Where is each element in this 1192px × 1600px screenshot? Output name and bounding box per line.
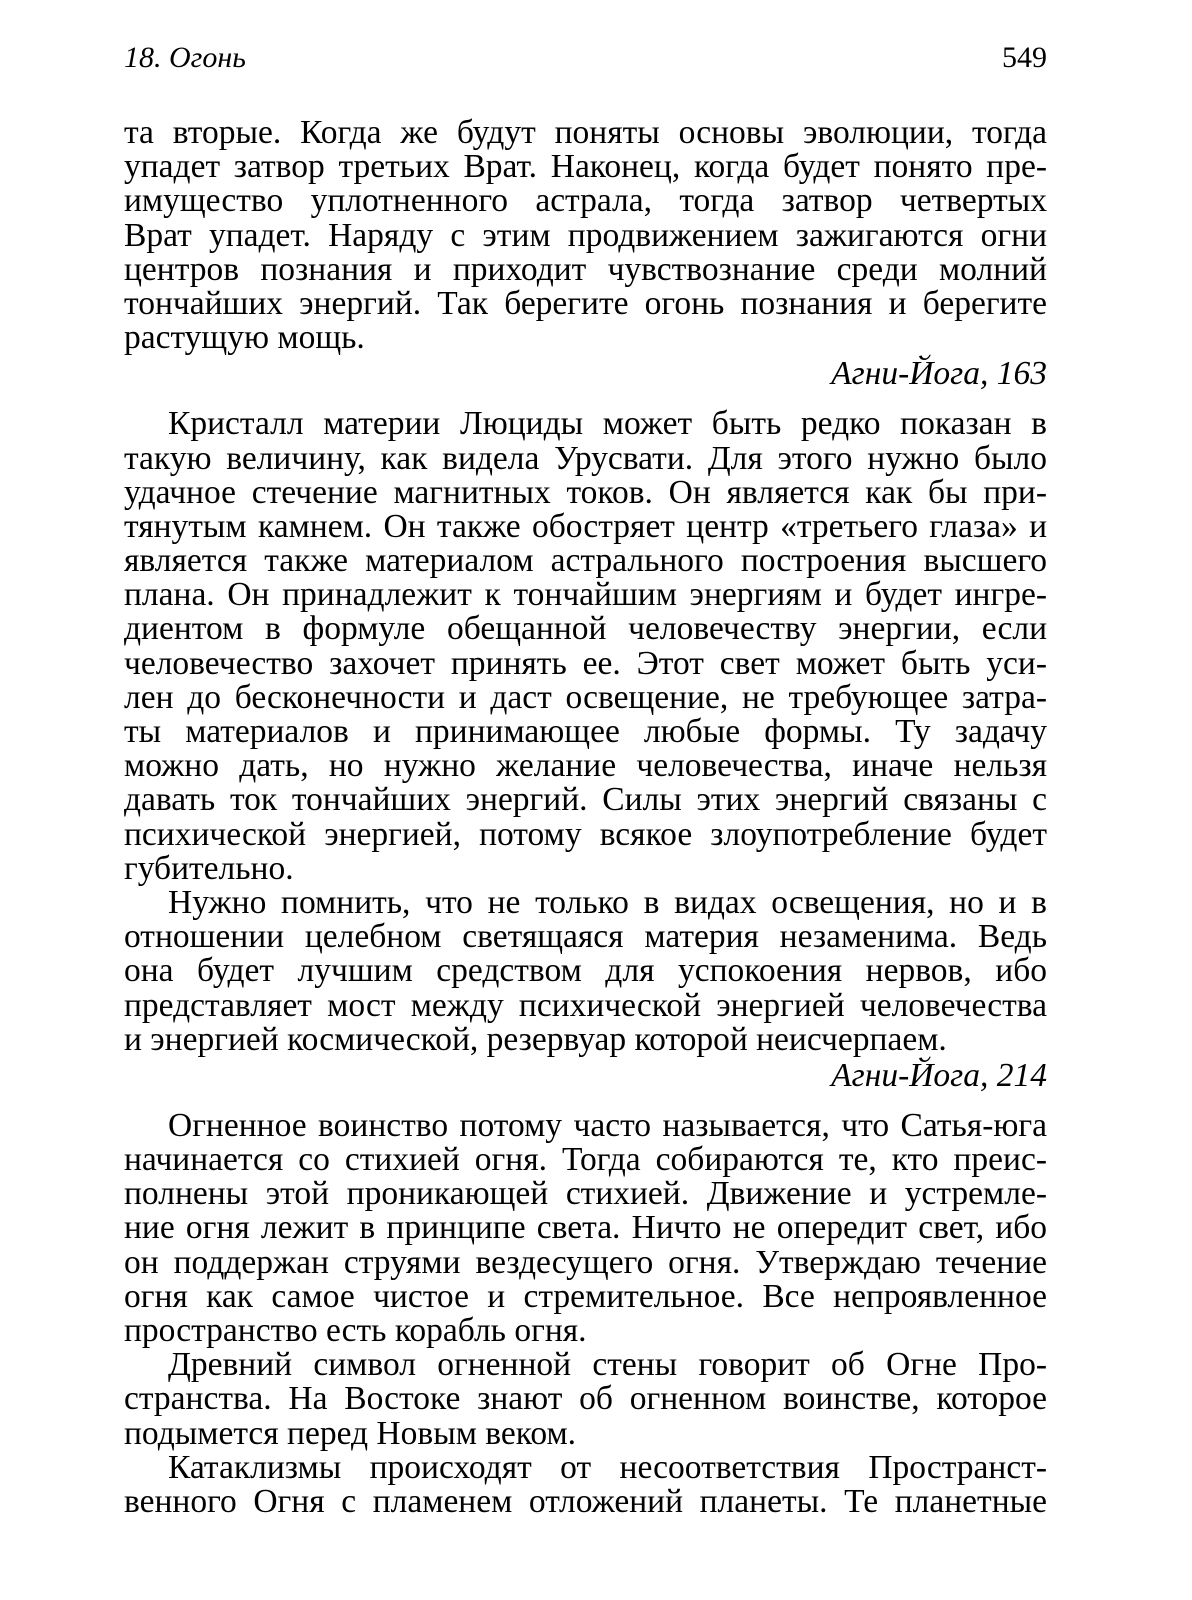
text-line: он поддержан струями вездесущего огня. Утверждаю течение bbox=[124, 1243, 1047, 1281]
text-line: является также материалом астрального построения высшего bbox=[124, 542, 1047, 580]
text-line: упадет затвор третьих Врат. Наконец, когда будет понято пре- bbox=[124, 148, 1047, 186]
text-line: Врат упадет. Наряду с этим продвижением зажигаются огни bbox=[124, 216, 1047, 254]
text-line: тончайших энергий. Так берегите огонь познания и берегите bbox=[124, 284, 1047, 322]
paragraph bbox=[124, 1348, 1047, 1451]
text-line: Катаклизмы происходят от несоответствия Пространст- bbox=[168, 1448, 1047, 1486]
text-line: диентом в формуле обещанной человечеству энергии, если bbox=[124, 610, 1047, 648]
text-line: центров познания и приходит чувствознание среди молний bbox=[124, 250, 1047, 288]
text-line: такую величину, как видела Урусвати. Для этого нужно было bbox=[124, 439, 1047, 477]
text-line: та вторые. Когда же будут поняты основы эволюции, тогда bbox=[124, 114, 1047, 151]
text-line: она будет лучшим средством для успокоения нервов, ибо bbox=[124, 952, 1047, 990]
text-line: губительно. bbox=[124, 849, 294, 887]
text-line: Древний символ огненной стены говорит об Огне Про- bbox=[168, 1346, 1047, 1384]
text-line: пространство есть корабль огня. bbox=[124, 1312, 587, 1349]
text-line: тянутым камнем. Он также обостряет центр «третьего глаза» и bbox=[124, 507, 1047, 545]
paragraph bbox=[124, 116, 1047, 393]
text-line: полнены этой проникающей стихией. Движение и устремле- bbox=[124, 1175, 1047, 1213]
text-line: Огненное воинство потому часто называется, что Сатья-юга bbox=[168, 1106, 1047, 1144]
text-line: лен до бесконечности и даст освещение, не требующее затра- bbox=[124, 678, 1047, 716]
citation: Агни-Йога, 214 bbox=[831, 1056, 1047, 1094]
text-line: Нужно помнить, что не только в видах освещения, но и в bbox=[168, 883, 1047, 921]
body-text bbox=[124, 116, 1047, 1519]
paragraph bbox=[124, 1106, 1047, 1349]
text-line: ние огня лежит в принципе света. Ничто не опередит свет, ибо bbox=[124, 1209, 1047, 1247]
text-line: давать ток тончайших энергий. Силы этих энергий связаны с bbox=[124, 781, 1047, 819]
text-line: и энергией космической, резервуар которой неисчерпаем. bbox=[124, 1020, 947, 1058]
text-line: странства. На Востоке знают об огненном воинстве, которое bbox=[124, 1380, 1047, 1418]
text-line: представляет мост между психической энергией человечества bbox=[124, 986, 1047, 1024]
paragraph bbox=[124, 883, 1047, 1095]
text-line: венного Огня с пламенем отложений планеты. Те планетные bbox=[124, 1482, 1047, 1520]
text-line: психической энергией, потому всякое злоупотребление будет bbox=[124, 815, 1047, 853]
text-line: можно дать, но нужно желание человечества, иначе нельзя bbox=[124, 747, 1047, 785]
chapter-title: 18. Огонь bbox=[124, 41, 246, 74]
text-line: человечество захочет принять ее. Этот свет может быть уси- bbox=[124, 644, 1047, 682]
page-number: 549 bbox=[1002, 41, 1047, 74]
text-line: начинается со стихией огня. Тогда собираются те, кто преис- bbox=[124, 1141, 1047, 1179]
citation: Агни-Йога, 163 bbox=[831, 355, 1047, 393]
text-line: огня как самое чистое и стремительное. Все непроявленное bbox=[124, 1277, 1047, 1315]
text-line: отношении целебном светящаяся материя незаменима. Ведь bbox=[124, 918, 1047, 956]
text-line: ты материалов и принимающее любые формы. Ту задачу bbox=[124, 713, 1047, 750]
text-line: имущество уплотненного астрала, тогда затвор четвертых bbox=[124, 182, 1047, 220]
text-line: удачное стечение магнитных токов. Он является как бы при- bbox=[124, 473, 1047, 511]
text-line: подымется перед Новым веком. bbox=[124, 1414, 577, 1452]
running-header bbox=[124, 38, 1047, 78]
paragraph bbox=[124, 407, 1047, 886]
text-line: плана. Он принадлежит к тончайшим энергиям и будет ингре- bbox=[124, 576, 1047, 614]
paragraph bbox=[124, 1448, 1047, 1520]
text-line: Кристалл материи Люциды может быть редко показан в bbox=[168, 405, 1047, 443]
text-line: растущую мощь. bbox=[124, 319, 365, 357]
